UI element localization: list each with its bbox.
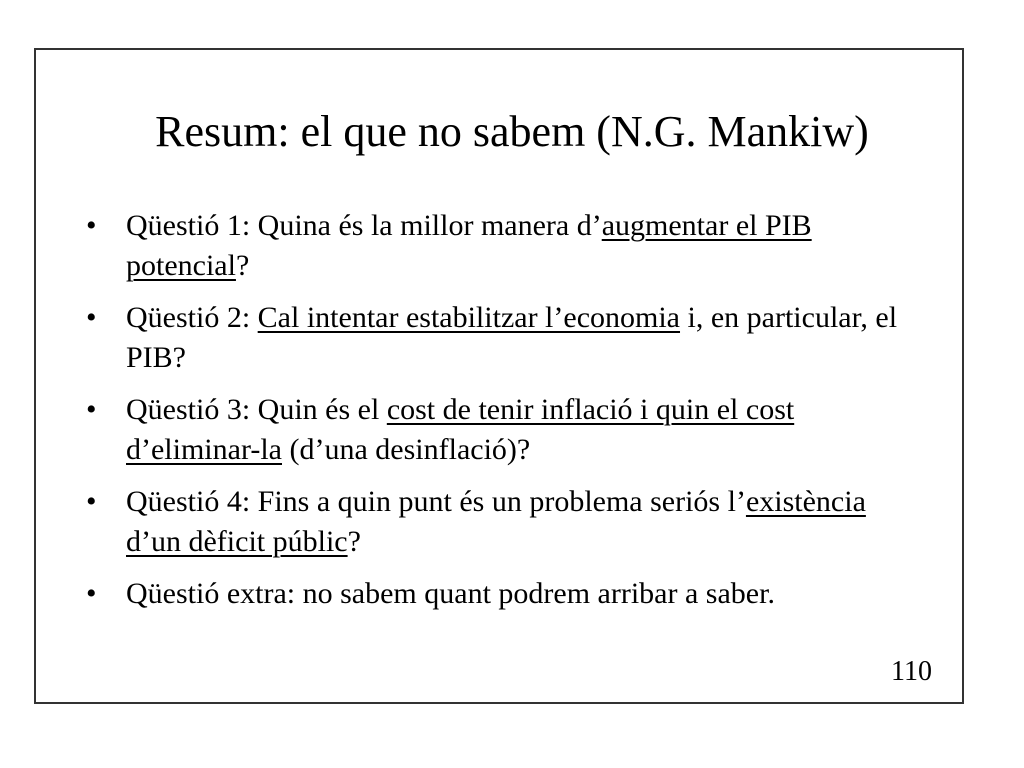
bullet-text-segment: Qüestió 4: Fins a quin punt és un problema seriós l’ bbox=[126, 485, 746, 518]
bullet-icon: • bbox=[86, 485, 97, 518]
bullet-item bbox=[86, 482, 926, 562]
bullet-icon: • bbox=[86, 393, 97, 426]
bullet-text-segment: Qüestió extra: no sabem quant podrem arribar a saber. bbox=[126, 577, 775, 610]
bullet-icon: • bbox=[86, 301, 97, 334]
bullet-list bbox=[86, 206, 926, 626]
bullet-item bbox=[86, 298, 926, 378]
bullet-text-segment: i, en particular, el PIB? bbox=[126, 301, 898, 374]
slide-title: Resum: el que no sabem (N.G. Mankiw) bbox=[155, 107, 869, 156]
bullet-text-segment: Qüestió 2: bbox=[126, 301, 258, 334]
bullet-item bbox=[86, 390, 926, 470]
bullet-text-segment: ? bbox=[347, 525, 361, 558]
bullet-text-segment: ? bbox=[235, 249, 250, 282]
underlined-phrase: augmentar el PIB potencial bbox=[126, 209, 812, 282]
bullet-icon: • bbox=[86, 577, 97, 610]
bullet-item bbox=[86, 574, 926, 614]
page-number: 110 bbox=[891, 656, 932, 687]
bullet-icon: • bbox=[86, 209, 97, 242]
underlined-phrase: cost de tenir inflació i quin el cost d’eliminar-la bbox=[126, 393, 795, 466]
bullet-item bbox=[86, 206, 926, 286]
bullet-text-segment: Qüestió 1: Quina és la millor manera d’ bbox=[126, 209, 602, 242]
underlined-phrase: Cal intentar estabilitzar l’economia bbox=[257, 301, 681, 334]
bullet-text-segment: Qüestió 3: Quin és el bbox=[126, 393, 387, 426]
underlined-phrase: existència d’un dèficit públic bbox=[126, 485, 866, 558]
bullet-text-segment: (d’una desinflació)? bbox=[282, 433, 531, 466]
